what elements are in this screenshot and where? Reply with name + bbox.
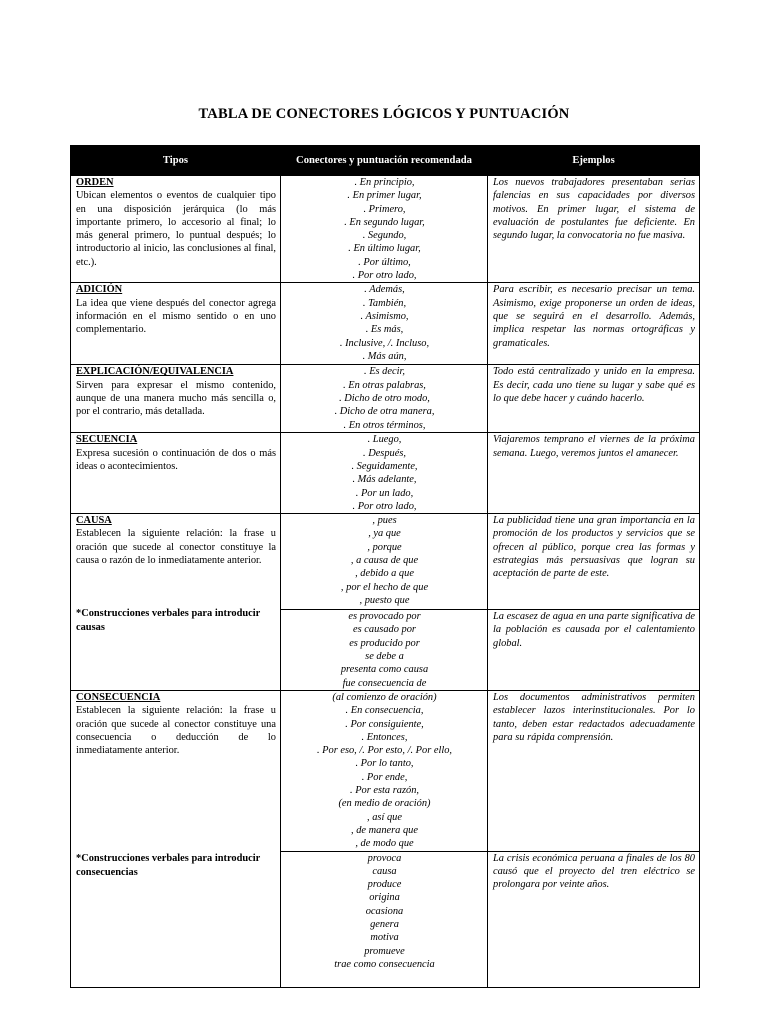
verbal-connector-item: fue consecuencia de xyxy=(342,677,427,689)
connector-item: . En segundo lugar, xyxy=(344,216,425,228)
connector-item: . Por lo tanto, xyxy=(355,758,414,770)
header-conectores: Conectores y puntuación recomendada xyxy=(281,146,488,176)
table-row xyxy=(71,433,700,514)
tipo-cell xyxy=(71,365,281,433)
connector-item: , porque xyxy=(367,541,402,553)
tipo-description: Expresa sucesión o continuación de dos o más ideas o acontecimientos. xyxy=(76,447,276,472)
connectors-cell xyxy=(281,176,488,283)
connector-item: , por el hecho de que xyxy=(340,581,429,593)
connector-item: . Por ende, xyxy=(361,771,408,783)
connector-item: , debido a que xyxy=(355,568,414,580)
tipo-cell xyxy=(71,690,281,987)
verbal-connector-item: es producido por xyxy=(349,637,420,649)
tipo-name: EXPLICACIÓN/EQUIVALENCIA xyxy=(76,366,234,378)
verbal-connector-item: causa xyxy=(372,865,397,877)
table-row xyxy=(71,365,700,433)
connector-item: . Además, xyxy=(364,284,405,296)
verbal-connector-item: provoca xyxy=(367,852,402,864)
verbal-connector-item: se debe a xyxy=(365,651,404,663)
connector-item: . Por otro lado, xyxy=(352,500,417,512)
connector-item: , así que xyxy=(367,811,402,823)
verbal-connector-item: motiva xyxy=(370,932,399,944)
connector-item: . Por consiguiente, xyxy=(345,718,424,730)
verbal-connector-item: origina xyxy=(369,892,400,904)
tipo-description: Sirven para expresar el mismo contenido, aunque de una manera mucho más sencilla o, por el contrario, más detallada. xyxy=(76,379,276,418)
table-row xyxy=(71,176,700,283)
tipo-description: Establecen la siguiente relación: la frase u oración que sucede al conector constituye la causa o razón de lo inmediatamente anterior. xyxy=(76,528,276,567)
table-row xyxy=(71,690,700,851)
connector-item: . Es más, xyxy=(365,324,404,336)
connectors-cell xyxy=(281,514,488,610)
connector-item: . Luego, xyxy=(367,434,402,446)
header-ejemplos: Ejemplos xyxy=(488,146,700,176)
example-cell: Viajaremos temprano el viernes de la próxima semana. Luego, veremos juntos el amanecer. xyxy=(488,433,700,514)
connector-item: . En consecuencia, xyxy=(345,705,424,717)
verbal-connector-item: promueve xyxy=(364,945,405,957)
tipo-cell xyxy=(71,283,281,365)
verbal-connector-item: genera xyxy=(370,918,399,930)
verbal-connector-item: es provocado por xyxy=(348,611,421,623)
example-cell: Los nuevos trabajadores presentaban serias falencias en sus capacidades por diversos motivos. En primer lugar, el sistema de evaluación de postulantes fue deficiente. En segundo lugar, la convocatoria no fue masiva. xyxy=(488,176,700,283)
connectors-table xyxy=(70,145,700,988)
example-cell: Los documentos administrativos permiten establecer lazos interinstitucionales. Por lo tanto, deben estar redactados adecuadamente para su rápida comprensión. xyxy=(488,690,700,851)
connector-item: . Primero, xyxy=(363,203,406,215)
table-row xyxy=(71,514,700,610)
connector-item: . Dicho de otro modo, xyxy=(339,392,430,404)
tipo-description: Establecen la siguiente relación: la frase u oración que sucede al conector constituye una consecuencia o deducción de lo inmediatamente anterior. xyxy=(76,705,276,757)
connector-item: , de manera que xyxy=(351,824,418,836)
tipo-name: ORDEN xyxy=(76,177,114,188)
verbal-connectors-cell xyxy=(281,851,488,987)
connector-item: (en medio de oración) xyxy=(338,798,431,810)
verbal-connector-item: ocasiona xyxy=(365,905,404,917)
page-title: TABLA DE CONECTORES LÓGICOS Y PUNTUACIÓN xyxy=(198,106,570,122)
verbal-connectors-cell xyxy=(281,610,488,691)
connector-item: , ya que xyxy=(368,528,401,540)
tipo-description: Ubican elementos o eventos de cualquier tipo en una disposición jerárquica (lo más importante primero, lo accesorio al final; lo más general primero, lo puntual después; lo introductorio al inicio, las conclusiones al final, etc.). xyxy=(76,190,276,268)
tipo-name: SECUENCIA xyxy=(76,434,138,446)
connector-item: . En principio, xyxy=(354,177,415,188)
tipo-name: CAUSA xyxy=(76,515,112,527)
connector-item: . Por otro lado, xyxy=(352,270,417,282)
example-cell: La publicidad tiene una gran importancia en la promoción de los productos y servicios que se ofrecen al público, porque crea las formas y estrategias más persuasivas que logran su aceptación de parte de este. xyxy=(488,514,700,610)
connectors-cell xyxy=(281,365,488,433)
connector-item: . Después, xyxy=(363,447,406,459)
connector-item: . Por último, xyxy=(358,256,411,268)
verbal-connector-item: es causado por xyxy=(353,624,416,636)
verbal-connector-item: trae como consecuencia xyxy=(334,958,435,970)
tipo-description: La idea que viene después del conector agrega información en el mismo sentido o en uno complementario. xyxy=(76,297,276,336)
verbal-example-cell: La crisis económica peruana a finales de los 80 causó que el proyecto del tren eléctrico se prolongara por veinte años. xyxy=(488,851,700,987)
connector-item: , a causa de que xyxy=(350,555,419,567)
connectors-cell xyxy=(281,433,488,514)
connector-item: . En otras palabras, xyxy=(343,379,426,391)
connector-item: . Más aún, xyxy=(362,350,407,362)
connector-item: , puesto que xyxy=(359,594,410,606)
connector-item: . Es decir, xyxy=(364,366,405,378)
table-header-row xyxy=(71,146,700,176)
table-row xyxy=(71,283,700,365)
connector-item: . En último lugar, xyxy=(348,243,421,255)
connector-item: . También, xyxy=(362,297,407,309)
verbal-connector-item: presenta como causa xyxy=(340,664,429,676)
connector-item: , pues xyxy=(372,515,397,527)
connector-item: . Dicho de otra manera, xyxy=(334,406,435,418)
example-cell: Para escribir, es necesario precisar un tema. Asimismo, exige proponerse un orden de ideas, que se seguirá en el desarrollo. Además, implica respetar las normas ortográficas y gramaticales. xyxy=(488,283,700,365)
header-tipos: Tipos xyxy=(71,146,281,176)
connector-item: . Por eso, /. Por esto, /. Por ello, xyxy=(316,745,453,757)
connector-item: . Más adelante, xyxy=(352,474,417,486)
tipo-cell xyxy=(71,176,281,283)
connector-item: . En primer lugar, xyxy=(347,190,422,202)
connector-item: . Inclusive, /. Incluso, xyxy=(339,337,430,349)
example-cell: Todo está centralizado y unido en la empresa. Es decir, cada uno tiene su lugar y sabe qué es lo que debe hacer y cuándo hacerlo. xyxy=(488,365,700,433)
verbal-connector-item: produce xyxy=(367,879,402,891)
connector-item: . Entonces, xyxy=(361,731,408,743)
connector-item: . Por un lado, xyxy=(355,487,414,499)
connectors-cell xyxy=(281,690,488,851)
tipo-name: CONSECUENCIA xyxy=(76,691,161,703)
verbal-example-cell: La escasez de agua en una parte significativa de la población es causada por el calentamiento global. xyxy=(488,610,700,691)
verbal-constructions-label: *Construcciones verbales para introducir causas xyxy=(76,608,261,633)
connector-item: . Asimismo, xyxy=(360,310,409,322)
connector-item: . En otros términos, xyxy=(343,419,426,431)
verbal-constructions-label: *Construcciones verbales para introducir consecuencias xyxy=(76,853,261,878)
connector-item: (al comienzo de oración) xyxy=(332,691,437,703)
connectors-cell xyxy=(281,283,488,365)
connector-item: , de modo que xyxy=(355,838,414,850)
tipo-cell xyxy=(71,514,281,691)
connector-item: . Segundo, xyxy=(362,230,407,242)
tipo-cell xyxy=(71,433,281,514)
connector-item: . Seguidamente, xyxy=(351,460,418,472)
tipo-name: ADICIÓN xyxy=(76,284,123,296)
connector-item: . Por esta razón, xyxy=(350,785,419,797)
